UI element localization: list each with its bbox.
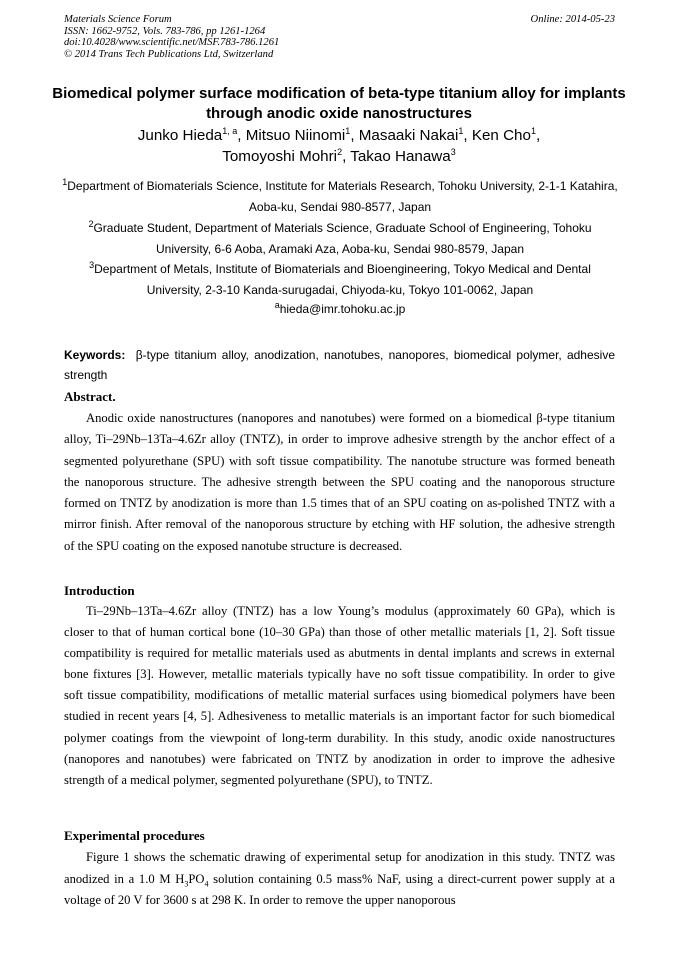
- journal-doi: doi:10.4028/www.scientific.net/MSF.783-786.1261: [64, 37, 280, 49]
- introduction-heading: Introduction: [64, 583, 135, 598]
- author-name: Takao Hanawa: [350, 148, 451, 165]
- author-list: Junko Hieda$^{1, a}$, Mitsuo Niinomi$^1$, Masaaki Nakai$^1$, Ken Cho$^1$, Tomoyoshi Mohri$^2$, Takao Hanawa$^3$: [137, 125, 541, 165]
- experimental-text: Figure 1 shows the schematic drawing of experimental setup for anodization in this study. TNTZ was anodized in a 1.0 M H: [64, 850, 615, 886]
- author-name: Ken Cho: [471, 127, 531, 144]
- experimental-body: [64, 847, 615, 912]
- journal-header: [64, 14, 615, 60]
- email-address: hieda@imr.tohoku.ac.jp: [279, 302, 406, 316]
- affiliation-mark: 1: [62, 177, 68, 187]
- affiliation-text: Department of Biomaterials Science, Institute for Materials Research, Tohoku University, 2-1-1 Katahira, Aoba-ku, Sendai 980-8577, Japan: [67, 179, 618, 214]
- affiliation-mark: 3: [89, 260, 95, 270]
- affiliation: [62, 176, 618, 218]
- experimental-heading: Experimental procedures: [64, 828, 205, 843]
- author-affil-mark: 2: [337, 146, 343, 157]
- author-affil-mark: 1: [458, 125, 464, 136]
- author-name: Mitsuo Niinomi: [245, 127, 346, 144]
- experimental-text: solution containing 0.5 mass% NaF, using a direct-current power supply at a voltage of 20 V for 3600 s at 298 K. In order to remove the upper nanoporous: [64, 871, 615, 907]
- introduction-body: Ti–29Nb–13Ta–4.6Zr alloy (TNTZ) has a low Young’s modulus (approximately 60 GPa), which is closer to that of human cortical bone (10–30 GPa) than those of other metallic materials [1, 2]. Soft tissue compatibility is required for metallic materials used as abutments in dental implants and screws in external bone fixtures [3]. However, metallic materials typically have no soft tissue compatibility. In order to give soft tissue compatibility, modifications of metallic material surfaces using biomedical polymers have been studied in recent years [4, 5]. Adhesiveness to metallic materials is an important factor for such biomedical polymer coatings from the viewpoint of long-term durability. In this study, anodic oxide nanostructures (nanopores and nanotubes) were fabricated on TNTZ by anodization in order to improve the adhesive strength of a medical polymer, segmented polyurethane (SPU), to TNTZ.: [64, 604, 615, 787]
- affiliation: [62, 259, 618, 301]
- affiliation-text: Graduate Student, Department of Materials Science, Graduate School of Engineering, Tohoku University, 6-6 Aoba, Aramaki Aza, Aoba-ku, Sendai 980-8579, Japan: [93, 221, 592, 256]
- journal-copyright: © 2014 Trans Tech Publications Ltd, Switzerland: [64, 48, 274, 60]
- author-affil-mark: 1, a: [222, 125, 238, 136]
- experimental-text: PO: [188, 871, 205, 886]
- formula-subscript: 3: [184, 879, 189, 889]
- affiliation: [62, 218, 618, 260]
- affiliation-text: Department of Metals, Institute of Biomaterials and Bioengineering, Tokyo Medical and Dental University, 2-3-10 Kanda-surugadai, Chiyoda-ku, Tokyo 101-0062, Japan: [94, 262, 591, 297]
- journal-name: Materials Science Forum: [64, 14, 172, 25]
- keywords-text: β-type titanium alloy, anodization, nanotubes, nanopores, biomedical polymer, adhesive strength: [64, 348, 615, 382]
- affiliation-mark: 2: [88, 219, 94, 229]
- contact-email: [62, 300, 618, 318]
- author-affil-mark: 3: [450, 146, 456, 157]
- author-name: Masaaki Nakai: [358, 127, 459, 144]
- keywords-label: Keywords:: [64, 348, 126, 362]
- abstract-body: Anodic oxide nanostructures (nanopores and nanotubes) were formed on a biomedical β-type titanium alloy, Ti–29Nb–13Ta–4.6Zr alloy (TNTZ), in order to improve adhesive strength by the anchor effect of a segmented polyurethane (SPU) with soft tissue compatibility. The nanotube structure was formed beneath the nanoporous structure. The adhesive strength between the SPU coating and the nanoporous structure formed on TNTZ by anodization is more than 1.5 times that of an SPU coating on as-polished TNTZ with a mirror finish. After removal of the nanoporous structure by etching with HF solution, the adhesive strength of the SPU coating on the exposed nanotube structure is decreased.: [64, 411, 615, 553]
- online-date: Online: 2014-05-23: [530, 14, 615, 25]
- email-mark: a: [274, 300, 280, 310]
- formula-subscript: 4: [204, 879, 209, 889]
- author-affil-mark: 1: [345, 125, 351, 136]
- paper-title: Biomedical polymer surface modification of beta-type titanium alloy for implants through anodic oxide nanostructures: [52, 85, 626, 122]
- abstract-heading: Abstract.: [64, 389, 116, 404]
- author-name: Junko Hieda: [137, 127, 223, 144]
- journal-issn: ISSN: 1662-9752, Vols. 783-786, pp 1261-1264: [64, 25, 266, 37]
- author-name: Tomoyoshi Mohri: [222, 148, 338, 165]
- keywords: [64, 345, 615, 385]
- author-affil-mark: 1: [530, 125, 536, 136]
